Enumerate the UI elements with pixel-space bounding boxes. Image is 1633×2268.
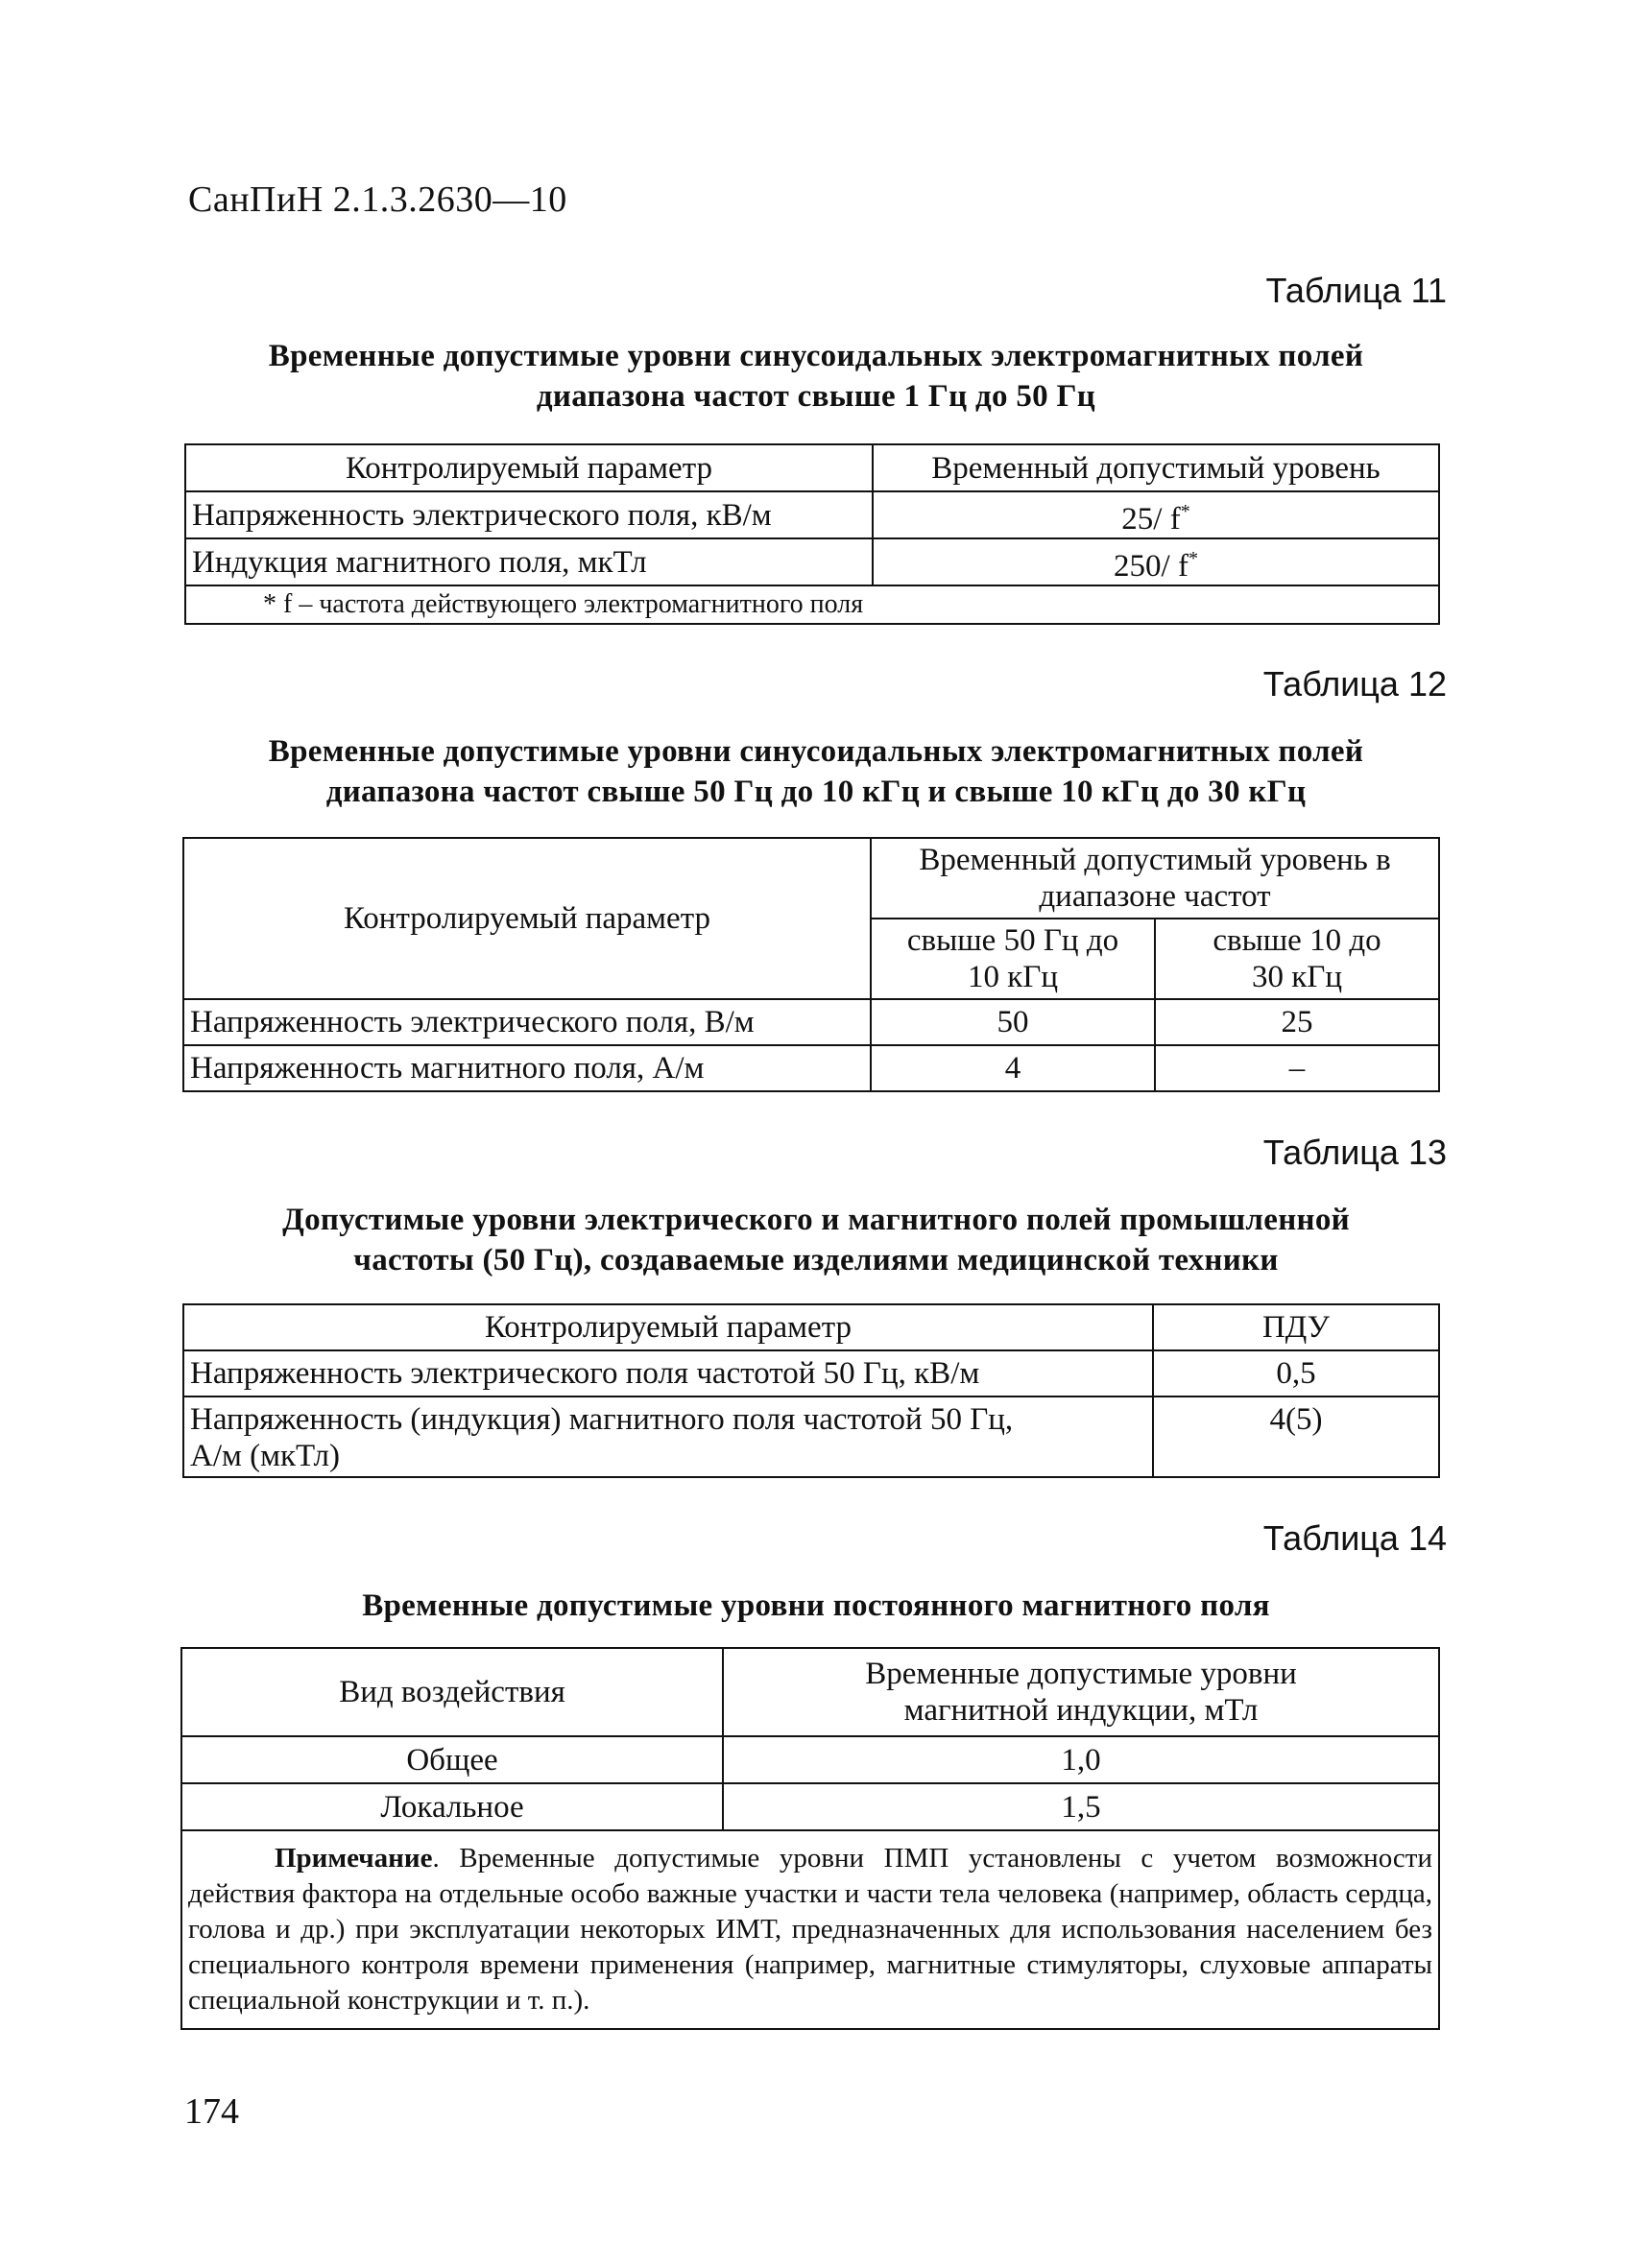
table11-title-line2: диапазона частот свыше 1 Гц до 50 Гц — [536, 379, 1096, 414]
table12-title — [182, 731, 1450, 812]
table12-subcol2-line1: свыше 10 до — [1213, 923, 1381, 958]
table13-row2-param-line1: Напряженность (индукция) магнитного поля частотой 50 Гц, — [190, 1402, 1014, 1437]
table12-col-param: Контролируемый параметр — [183, 838, 871, 999]
table14-row2-value: 1,5 — [723, 1783, 1439, 1830]
table12-row1-param: Напряженность электрического поля, В/м — [183, 999, 871, 1045]
table12-title-line2: диапазона частот свыше 50 Гц до 10 кГц и свыше 10 кГц до 30 кГц — [325, 775, 1307, 809]
table12 — [182, 837, 1440, 1092]
table12-row1-v1: 50 — [871, 999, 1155, 1045]
table-row — [183, 1350, 1439, 1397]
table14-note-text: . Временные допустимые уровни ПМП установлены с учетом возможности действия фактора на отдельные особо важные участки и части тела человека (например, область сердца, голова и др.) при эксплуатации некоторых ИМТ, предназначенных для использования населением без специального контроля времени применения (например, магнитные стимуляторы, слуховые аппараты специальной конструкции и т. п.). — [188, 1843, 1432, 2016]
table11-row1-mark: * — [1180, 500, 1190, 522]
document-header: СанПиН 2.1.3.2630—10 — [188, 179, 567, 220]
table13-col-param: Контролируемый параметр — [183, 1304, 1153, 1350]
table12-title-line1: Временные допустимые уровни синусоидальных электромагнитных полей — [268, 734, 1364, 769]
table12-subcol1-line2: 10 кГц — [967, 960, 1059, 994]
table11-footnote: * f – частота действующего электромагнитного поля — [185, 585, 1439, 624]
table14-col-type: Вид воздействия — [181, 1648, 723, 1736]
table11 — [184, 443, 1440, 625]
table-row — [183, 1045, 1439, 1091]
table14-header-row — [181, 1648, 1439, 1736]
table11-row2-value — [873, 538, 1439, 585]
table13-title-line1: Допустимые уровни электрического и магнитного полей промышленной — [282, 1203, 1350, 1237]
page-number: 174 — [184, 2091, 239, 2132]
table14-row1-value: 1,0 — [723, 1736, 1439, 1783]
table12-row2-v2: – — [1155, 1045, 1439, 1091]
table11-title-line1: Временные допустимые уровни синусоидальных электромагнитных полей — [268, 339, 1364, 373]
table12-row1-v2: 25 — [1155, 999, 1439, 1045]
table11-row1-param: Напряженность электрического поля, кВ/м — [185, 491, 873, 538]
table13-row2-value: 4(5) — [1153, 1397, 1439, 1477]
table12-col-level-line1: Временный допустимый уровень в — [919, 843, 1391, 877]
table14-row1-type: Общее — [181, 1736, 723, 1783]
table11-row1-value — [873, 491, 1439, 538]
table13-row2-param-line2: А/м (мкТл) — [190, 1439, 341, 1473]
table12-label: Таблица 12 — [1262, 664, 1447, 704]
table13-header-row — [183, 1304, 1439, 1350]
table12-subcol2 — [1155, 919, 1439, 999]
table-row — [183, 999, 1439, 1045]
table12-row2-v1: 4 — [871, 1045, 1155, 1091]
table14 — [180, 1647, 1440, 2030]
table13-row2-param — [183, 1397, 1153, 1477]
table11-row1-value-text: 25/ f — [1121, 501, 1181, 537]
table12-subcol1 — [871, 919, 1155, 999]
table11-header-row — [185, 444, 1439, 491]
table12-col-level-line2: диапазоне частот — [1039, 879, 1271, 914]
table14-note-label: Примечание — [275, 1843, 433, 1874]
table11-row2-value-text: 250/ f — [1114, 548, 1189, 584]
table12-subcol2-line2: 30 кГц — [1251, 960, 1343, 994]
table-row — [185, 538, 1439, 585]
table11-footnote-row — [185, 585, 1439, 624]
table-row — [181, 1736, 1439, 1783]
table12-header-row1 — [183, 838, 1439, 919]
table-row — [185, 491, 1439, 538]
table12-col-level — [871, 838, 1439, 919]
table-row — [181, 1783, 1439, 1830]
table14-label: Таблица 14 — [1262, 1518, 1447, 1558]
table11-col-level: Временный допустимый уровень — [873, 444, 1439, 491]
table14-note — [181, 1830, 1439, 2029]
table14-title: Временные допустимые уровни постоянного магнитного поля — [362, 1588, 1270, 1623]
table11-row2-param: Индукция магнитного поля, мкТл — [185, 538, 873, 585]
table14-col-level-line1: Временные допустимые уровни — [865, 1657, 1297, 1691]
table13-label: Таблица 13 — [1262, 1133, 1447, 1172]
table12-row2-param: Напряженность магнитного поля, А/м — [183, 1045, 871, 1091]
table14-row2-type: Локальное — [181, 1783, 723, 1830]
table11-label: Таблица 11 — [1265, 271, 1447, 310]
table-row — [183, 1397, 1439, 1477]
table12-subcol1-line1: свыше 50 Гц до — [906, 923, 1119, 958]
table14-col-level-line2: магнитной индукции, мТл — [903, 1693, 1259, 1728]
table13-col-pdu: ПДУ — [1153, 1304, 1439, 1350]
table14-note-row — [181, 1830, 1439, 2029]
table11-title — [182, 336, 1450, 417]
table13-row1-param: Напряженность электрического поля частотой 50 Гц, кВ/м — [183, 1350, 1153, 1397]
table13-title-line2: частоты (50 Гц), создаваемые изделиями медицинской техники — [353, 1243, 1279, 1277]
table11-col-param: Контролируемый параметр — [185, 444, 873, 491]
table13-title — [182, 1200, 1450, 1280]
table13-row1-value: 0,5 — [1153, 1350, 1439, 1397]
table13 — [182, 1303, 1440, 1478]
table14-col-level — [723, 1648, 1439, 1736]
table11-row2-mark: * — [1188, 547, 1198, 569]
